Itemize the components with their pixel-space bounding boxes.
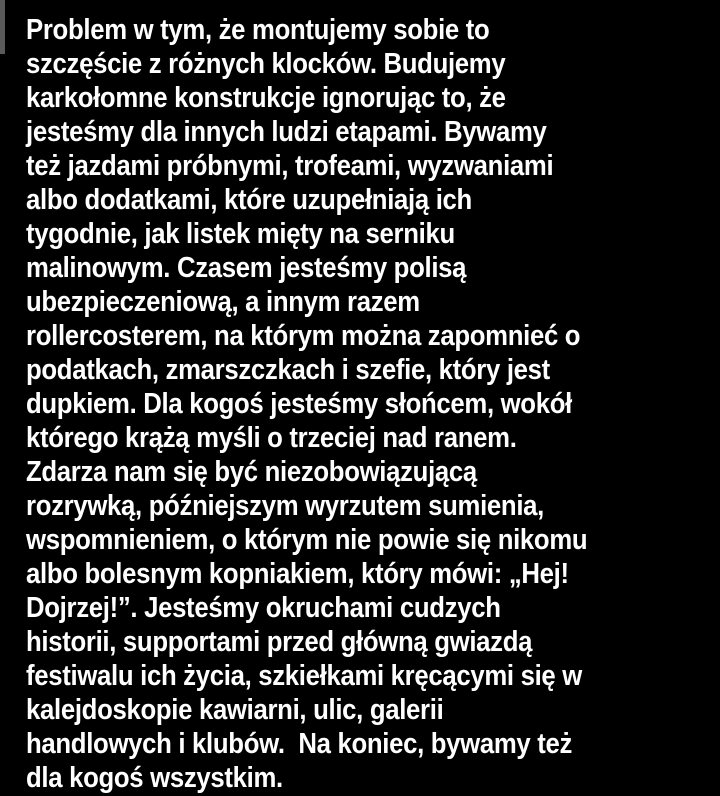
text-line: dla kogoś wszystkim. [26, 762, 283, 794]
text-line: jesteśmy dla innych ludzi etapami. Bywamy [26, 116, 547, 148]
quote-text-block [26, 13, 647, 795]
text-line: szczęście z różnych klocków. Budujemy [26, 48, 506, 80]
text-line: festiwalu ich życia, szkiełkami kręcącymi się w [26, 660, 582, 692]
text-line: albo dodatkami, które uzupełniają ich [26, 184, 472, 216]
text-line: handlowych i klubów. Na koniec, bywamy też [26, 728, 573, 760]
text-line: historii, supportami przed główną gwiazdą [26, 626, 533, 658]
text-line: rollercosterem, na którym można zapomnieć o [26, 320, 581, 352]
text-line: Problem w tym, że montujemy sobie to [26, 14, 490, 46]
text-line: tygodnie, jak listek mięty na serniku [26, 218, 455, 250]
text-line: karkołomne konstrukcje ignorując to, że [26, 82, 506, 114]
text-line: też jazdami próbnymi, trofeami, wyzwaniami [26, 150, 554, 182]
text-line: wspomnieniem, o którym nie powie się nikomu [26, 524, 588, 556]
text-line: którego krążą myśli o trzeciej nad ranem. [26, 422, 517, 454]
text-line: dupkiem. Dla kogoś jesteśmy słońcem, wokół [26, 388, 572, 420]
text-line: albo bolesnym kopniakiem, który mówi: „Hej! [26, 558, 569, 590]
text-line: podatkach, zmarszczkach i szefie, który jest [26, 354, 550, 386]
text-line: Zdarza nam się być niezobowiązującą [26, 456, 477, 488]
scroll-indicator [0, 0, 5, 54]
text-line: rozrywką, późniejszym wyrzutem sumienia, [26, 490, 544, 522]
text-line: ubezpieczeniową, a innym razem [26, 286, 420, 318]
text-line: Dojrzej!”. Jesteśmy okruchami cudzych [26, 592, 501, 624]
text-line: malinowym. Czasem jesteśmy polisą [26, 252, 467, 284]
text-line: kalejdoskopie kawiarni, ulic, galerii [26, 694, 444, 726]
